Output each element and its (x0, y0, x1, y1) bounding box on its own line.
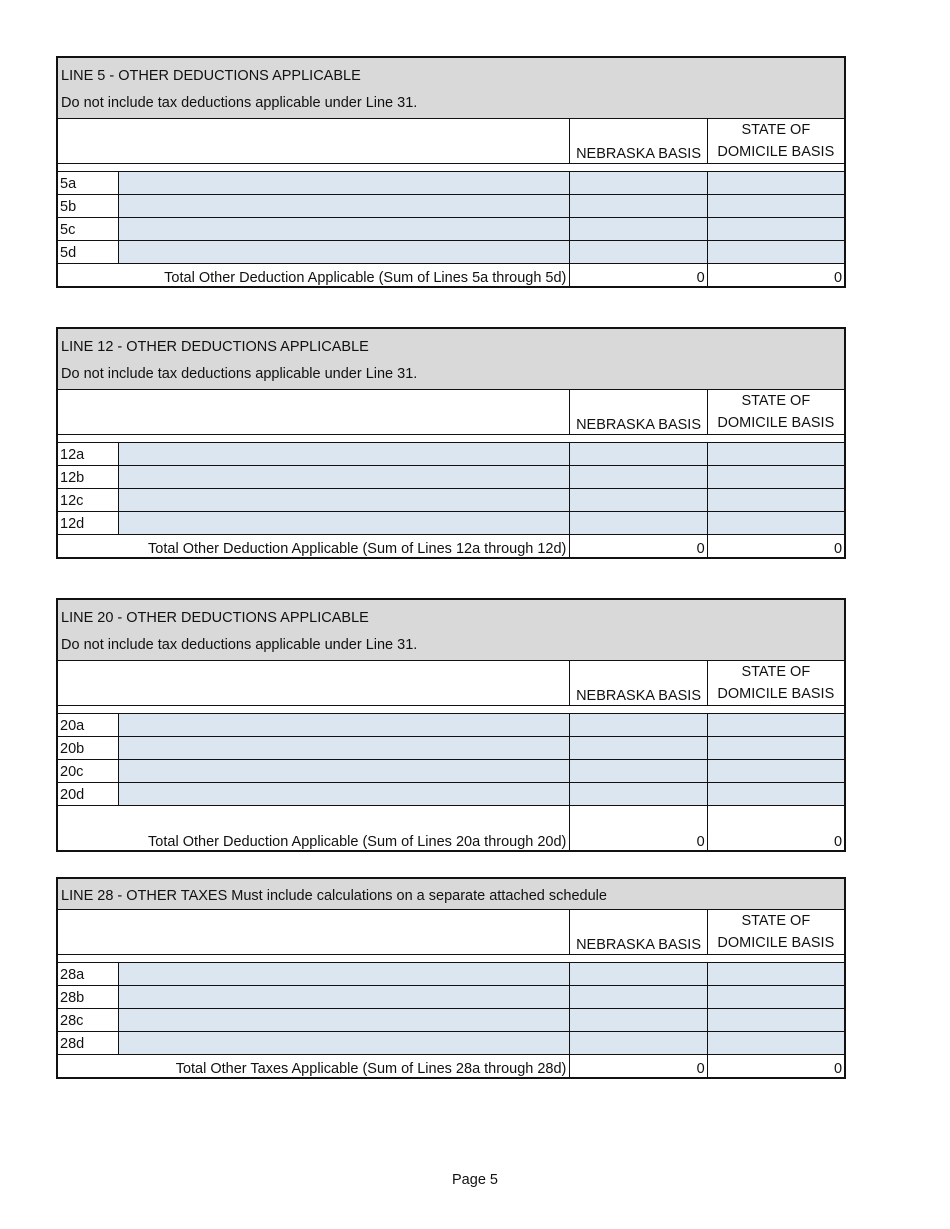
domicile-basis-field[interactable] (707, 218, 844, 240)
line-label: 5a (58, 172, 118, 194)
table-row (58, 760, 844, 783)
section-note: Do not include tax deductions applicable under Line 31. (61, 95, 418, 111)
domicile-basis-header: STATE OF DOMICILE BASIS (707, 390, 844, 434)
total-domicile-value: 0 (707, 1055, 844, 1077)
line-20-table (56, 598, 846, 852)
line-28-table (56, 877, 846, 1079)
nebraska-basis-field[interactable] (569, 466, 706, 488)
description-field[interactable] (118, 963, 570, 985)
nebraska-basis-field[interactable] (569, 760, 706, 782)
line-label: 28a (58, 963, 118, 985)
line-label: 20c (58, 760, 118, 782)
section-note: Do not include tax deductions applicable under Line 31. (61, 366, 418, 382)
column-header-row (58, 660, 844, 706)
table-row (58, 489, 844, 512)
nebraska-basis-field[interactable] (569, 1032, 706, 1054)
description-field[interactable] (118, 241, 570, 263)
total-nebraska-value: 0 (569, 1055, 706, 1077)
nebraska-basis-field[interactable] (569, 172, 706, 194)
table-row (58, 241, 844, 264)
nebraska-basis-field[interactable] (569, 783, 706, 805)
domicile-basis-header: STATE OF DOMICILE BASIS (707, 119, 844, 163)
domicile-basis-field[interactable] (707, 963, 844, 985)
nebraska-basis-header: NEBRASKA BASIS (569, 910, 706, 954)
domicile-basis-header: STATE OF DOMICILE BASIS (707, 661, 844, 705)
nebraska-basis-field[interactable] (569, 1009, 706, 1031)
description-field[interactable] (118, 986, 570, 1008)
column-header-row (58, 118, 844, 164)
description-field[interactable] (118, 466, 570, 488)
total-row (58, 264, 844, 286)
table-row (58, 713, 844, 737)
section-title: LINE 20 - OTHER DEDUCTIONS APPLICABLE (61, 610, 369, 626)
description-field[interactable] (118, 737, 570, 759)
nebraska-basis-field[interactable] (569, 443, 706, 465)
domicile-basis-field[interactable] (707, 172, 844, 194)
section-note: Do not include tax deductions applicable under Line 31. (61, 637, 418, 653)
domicile-basis-field[interactable] (707, 241, 844, 263)
total-domicile-value: 0 (707, 535, 844, 557)
line-label: 20d (58, 783, 118, 805)
nebraska-basis-field[interactable] (569, 714, 706, 736)
domicile-basis-field[interactable] (707, 714, 844, 736)
column-header-row (58, 389, 844, 435)
section-header (58, 879, 844, 909)
description-field[interactable] (118, 1009, 570, 1031)
domicile-basis-field[interactable] (707, 783, 844, 805)
total-label: Total Other Deduction Applicable (Sum of Lines 5a through 5d) (164, 270, 567, 286)
domicile-basis-field[interactable] (707, 1009, 844, 1031)
nebraska-basis-header: NEBRASKA BASIS (569, 661, 706, 705)
nebraska-basis-field[interactable] (569, 963, 706, 985)
line-label: 5c (58, 218, 118, 240)
total-label: Total Other Deduction Applicable (Sum of Lines 20a through 20d) (148, 834, 567, 850)
table-row (58, 783, 844, 806)
line-12-table (56, 327, 846, 559)
section-header (58, 329, 844, 389)
nebraska-basis-field[interactable] (569, 241, 706, 263)
nebraska-basis-field[interactable] (569, 489, 706, 511)
line-label: 5b (58, 195, 118, 217)
line-label: 12c (58, 489, 118, 511)
total-row (58, 1055, 844, 1077)
table-row (58, 1009, 844, 1032)
table-row (58, 171, 844, 195)
description-field[interactable] (118, 443, 570, 465)
description-field[interactable] (118, 512, 570, 534)
line-label: 20a (58, 714, 118, 736)
domicile-basis-field[interactable] (707, 512, 844, 534)
table-row (58, 986, 844, 1009)
line-label: 12d (58, 512, 118, 534)
description-field[interactable] (118, 714, 570, 736)
table-row (58, 737, 844, 760)
nebraska-basis-header: NEBRASKA BASIS (569, 390, 706, 434)
total-row (58, 535, 844, 557)
table-row (58, 1032, 844, 1055)
domicile-basis-field[interactable] (707, 1032, 844, 1054)
total-label: Total Other Deduction Applicable (Sum of Lines 12a through 12d) (148, 541, 567, 557)
section-title: LINE 28 - OTHER TAXES Must include calculations on a separate attached schedule (61, 888, 607, 904)
line-label: 28d (58, 1032, 118, 1054)
description-field[interactable] (118, 195, 570, 217)
total-nebraska-value: 0 (569, 806, 706, 850)
section-title: LINE 12 - OTHER DEDUCTIONS APPLICABLE (61, 339, 369, 355)
nebraska-basis-header: NEBRASKA BASIS (569, 119, 706, 163)
nebraska-basis-field[interactable] (569, 218, 706, 240)
line-label: 5d (58, 241, 118, 263)
total-domicile-value: 0 (707, 806, 844, 850)
nebraska-basis-field[interactable] (569, 986, 706, 1008)
column-header-row (58, 909, 844, 955)
nebraska-basis-field[interactable] (569, 195, 706, 217)
description-field[interactable] (118, 783, 570, 805)
section-header (58, 600, 844, 660)
total-label: Total Other Taxes Applicable (Sum of Lines 28a through 28d) (175, 1061, 567, 1077)
table-row (58, 466, 844, 489)
table-row (58, 442, 844, 466)
domicile-basis-field[interactable] (707, 489, 844, 511)
domicile-basis-field[interactable] (707, 466, 844, 488)
description-field[interactable] (118, 172, 570, 194)
line-label: 12a (58, 443, 118, 465)
nebraska-basis-field[interactable] (569, 512, 706, 534)
section-title: LINE 5 - OTHER DEDUCTIONS APPLICABLE (61, 68, 361, 84)
table-row (58, 512, 844, 535)
description-field[interactable] (118, 489, 570, 511)
line-label: 28c (58, 1009, 118, 1031)
domicile-basis-field[interactable] (707, 737, 844, 759)
description-field[interactable] (118, 218, 570, 240)
total-domicile-value: 0 (707, 264, 844, 286)
domicile-basis-header: STATE OF DOMICILE BASIS (707, 910, 844, 954)
domicile-basis-field[interactable] (707, 443, 844, 465)
line-label: 12b (58, 466, 118, 488)
line-label: 20b (58, 737, 118, 759)
total-nebraska-value: 0 (569, 264, 706, 286)
table-row (58, 195, 844, 218)
table-row (58, 962, 844, 986)
page-number: Page 5 (452, 1172, 498, 1188)
description-field[interactable] (118, 760, 570, 782)
total-nebraska-value: 0 (569, 535, 706, 557)
section-header (58, 58, 844, 118)
total-row (58, 806, 844, 850)
domicile-basis-field[interactable] (707, 195, 844, 217)
line-label: 28b (58, 986, 118, 1008)
line-5-table (56, 56, 846, 288)
domicile-basis-field[interactable] (707, 760, 844, 782)
table-row (58, 218, 844, 241)
domicile-basis-field[interactable] (707, 986, 844, 1008)
description-field[interactable] (118, 1032, 570, 1054)
nebraska-basis-field[interactable] (569, 737, 706, 759)
